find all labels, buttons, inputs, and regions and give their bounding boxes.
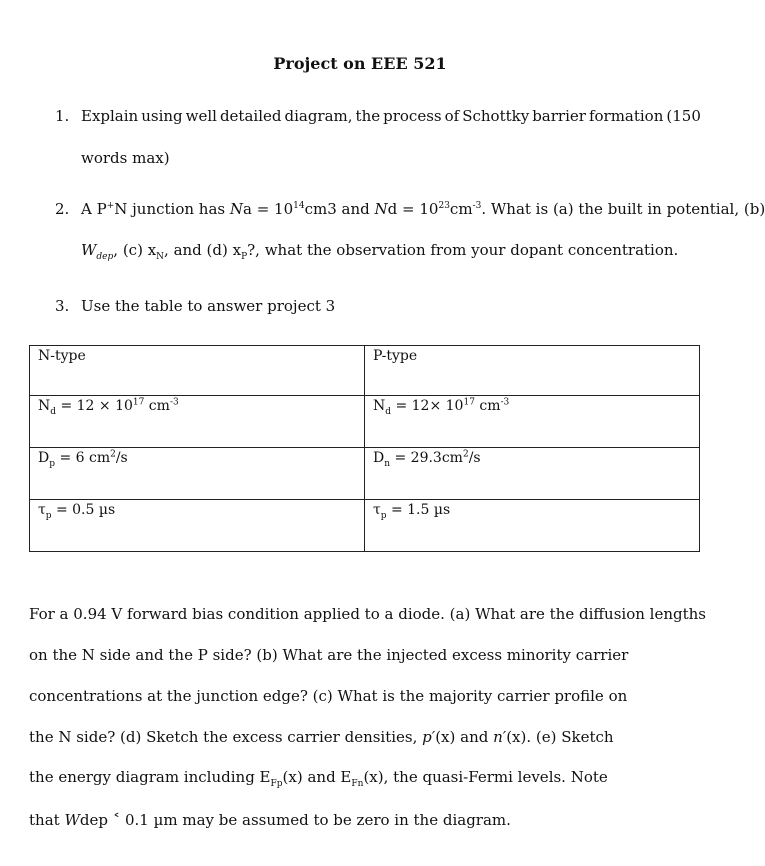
text: , and (d) x: [164, 241, 242, 259]
item-3-number: 3.: [55, 297, 70, 315]
text: (x): [506, 728, 527, 746]
exponent: -3: [472, 201, 482, 211]
text: cm: [449, 200, 473, 218]
word: of: [444, 107, 460, 125]
subscript: Fp: [270, 779, 283, 789]
symbol: τ: [38, 502, 46, 518]
table-cell: [365, 396, 700, 448]
word: the: [355, 107, 381, 125]
exponent: 23: [438, 201, 450, 211]
table-cell: [30, 500, 365, 552]
text: = 10: [397, 200, 439, 218]
word: formation: [588, 107, 664, 125]
word: well: [185, 107, 217, 125]
item-1-line1: [81, 107, 701, 125]
symbol: D: [38, 450, 50, 466]
text: = 10: [251, 200, 294, 218]
text: , (c) x: [113, 241, 157, 259]
text: a: [243, 200, 252, 218]
variable: W: [64, 811, 80, 829]
text: = 6 cm: [55, 450, 111, 466]
symbol: τ: [373, 502, 381, 518]
word: detailed: [219, 107, 282, 125]
subscript: Fn: [351, 779, 364, 789]
text: that: [29, 811, 65, 829]
text: (x): [435, 728, 456, 746]
subscript: P: [241, 252, 248, 262]
text: cm: [144, 398, 170, 414]
data-table: [29, 345, 700, 552]
text: /s: [115, 450, 128, 466]
table-row: [30, 500, 700, 552]
word: diagram,: [284, 107, 353, 125]
symbol: N: [38, 398, 51, 414]
word: Explain: [81, 107, 139, 125]
word: (150: [666, 107, 701, 125]
word: barrier: [532, 107, 586, 125]
subscript: p: [45, 510, 52, 521]
table-cell: [365, 500, 700, 552]
table-header-cell: P-type: [365, 346, 700, 396]
word: using: [141, 107, 183, 125]
item-2-line2: [81, 241, 679, 262]
text: = 12× 10: [391, 398, 464, 414]
subscript: p: [380, 510, 387, 521]
paragraph-line-4: [29, 728, 614, 746]
item-2-line1: [81, 200, 765, 218]
table-cell: [30, 396, 365, 448]
variable: p′: [422, 728, 436, 746]
exponent: 17: [132, 397, 145, 408]
text: = 0.5 µs: [51, 502, 116, 518]
text: d: [387, 200, 398, 218]
exponent: 17: [463, 397, 475, 408]
text: (x), the quasi-Fermi levels. Note: [363, 768, 608, 786]
subscript: dep: [96, 252, 114, 262]
subscript: p: [49, 458, 55, 469]
subscript: d: [385, 406, 392, 417]
variable: N: [374, 200, 388, 218]
exponent: -3: [169, 397, 179, 408]
paragraph-line-1: For a 0.94 V forward bias condition applied to a diode. (a) What are the diffusion lengths: [29, 605, 706, 623]
text: cm3 and: [304, 200, 375, 218]
exponent: 14: [293, 201, 305, 211]
table-row: [30, 346, 700, 396]
symbol: D: [373, 450, 385, 466]
text: dep ˂ 0.1 µm may be assumed to be zero in the diagram.: [79, 811, 511, 829]
text: . What is (a) the built in potential, (b): [481, 200, 765, 218]
text: N junction has: [114, 200, 230, 218]
text: = 12 × 10: [56, 398, 133, 414]
page-title: Project on EEE 521: [273, 54, 447, 73]
paragraph-line-5: [29, 768, 608, 789]
table-header-cell: N-type: [30, 346, 365, 396]
superscript: +: [106, 201, 115, 211]
subscript: n: [384, 458, 391, 469]
item-3-text: Use the table to answer project 3: [81, 297, 336, 315]
item-1-line2: words max): [81, 149, 170, 167]
exponent: -3: [500, 397, 510, 408]
word: Schottky: [462, 107, 530, 125]
text: cm: [474, 398, 501, 414]
item-2-number: 2.: [55, 200, 70, 218]
table-row: [30, 448, 700, 500]
text: A P: [81, 200, 107, 218]
exponent: 2: [462, 449, 469, 460]
subscript: N: [156, 252, 165, 262]
text: = 1.5 µs: [386, 502, 451, 518]
text: . (e) Sketch: [526, 728, 614, 746]
symbol: N: [373, 398, 386, 414]
word: process: [383, 107, 442, 125]
subscript: d: [50, 406, 57, 417]
text: (x) and E: [282, 768, 352, 786]
exponent: 2: [110, 449, 116, 460]
item-1-number: 1.: [55, 107, 70, 125]
text: ?, what the observation from your dopant concentration.: [247, 241, 679, 259]
table-cell: [30, 448, 365, 500]
text: /s: [468, 450, 481, 466]
variable: N: [229, 200, 243, 218]
text: = 29.3cm: [390, 450, 463, 466]
paragraph-line-2: on the N side and the P side? (b) What are the injected excess minority carrier: [29, 646, 629, 664]
variable: W: [81, 241, 97, 259]
text: the energy diagram including E: [29, 768, 271, 786]
table-cell: [365, 448, 700, 500]
table-row: [30, 396, 700, 448]
paragraph-line-3: concentrations at the junction edge? (c) What is the majority carrier profile on: [29, 687, 628, 705]
variable: n′: [493, 728, 507, 746]
text: the N side? (d) Sketch the excess carrier densities,: [29, 728, 423, 746]
paragraph-line-6: [29, 811, 511, 829]
text: and: [455, 728, 494, 746]
